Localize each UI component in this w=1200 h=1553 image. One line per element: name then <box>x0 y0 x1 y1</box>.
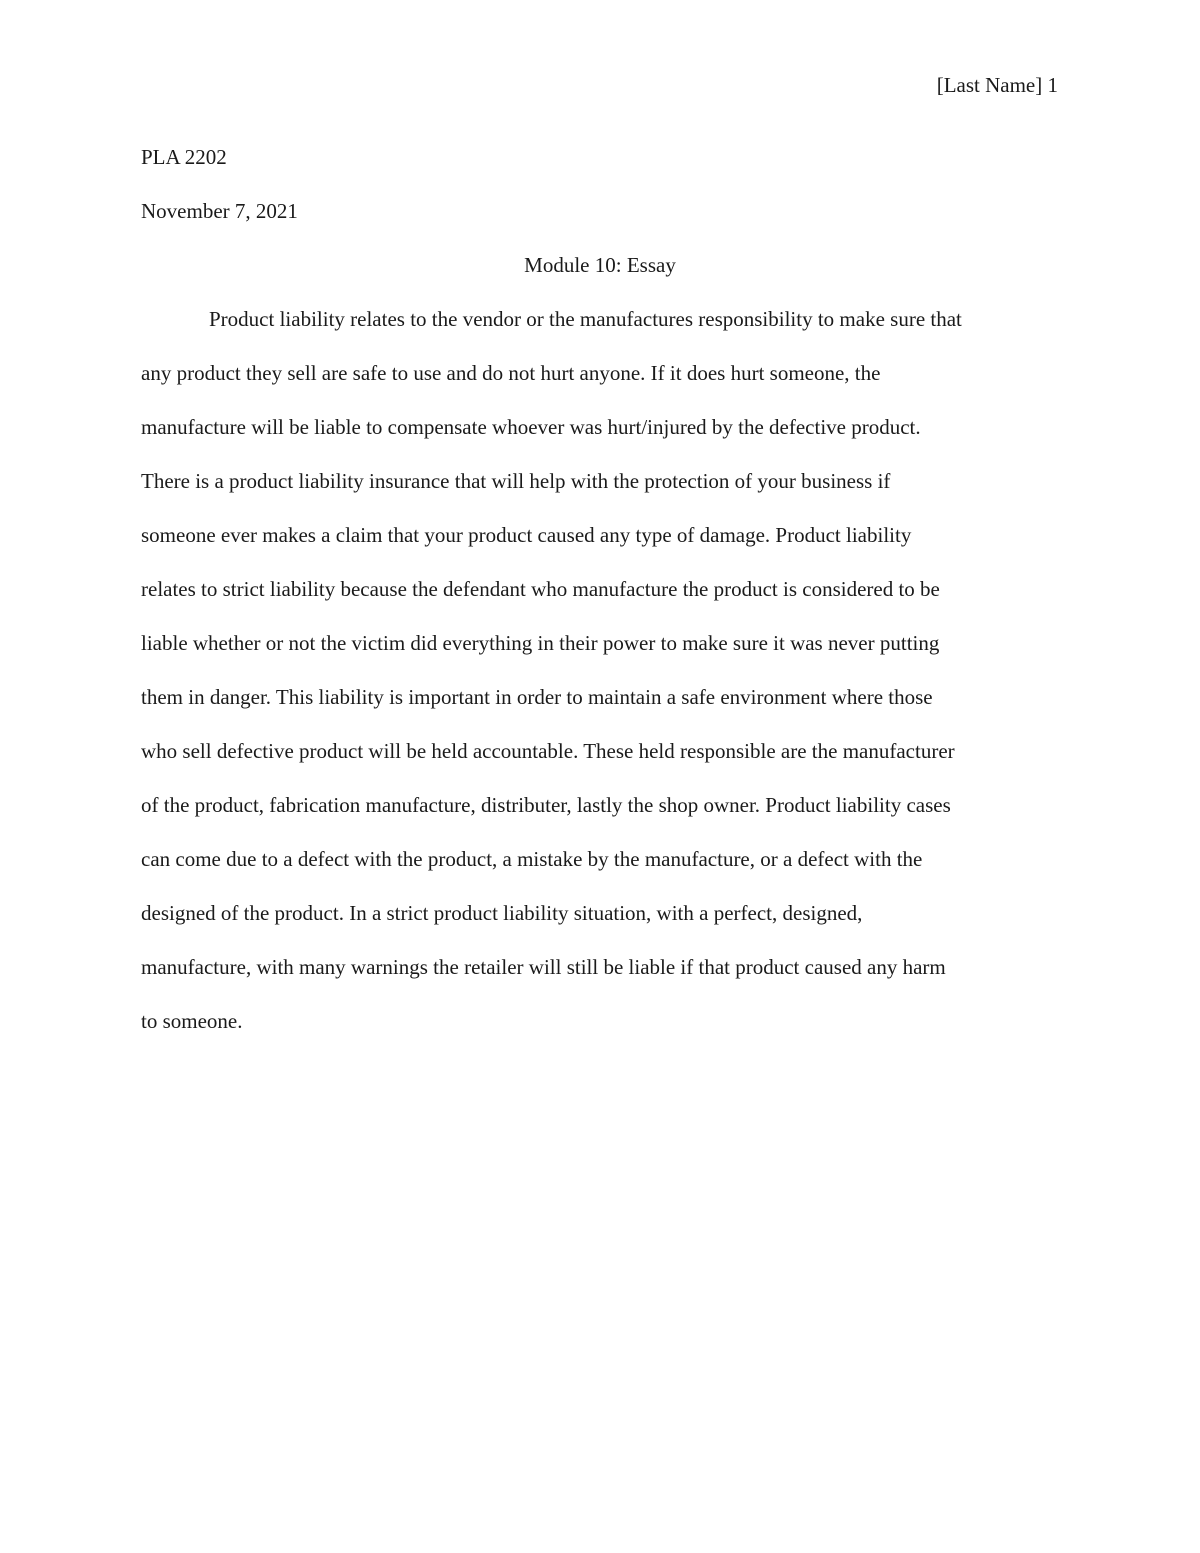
essay-line: liable whether or not the victim did everything in their power to make sure it was never putting <box>141 631 940 655</box>
essay-line: to someone. <box>141 1009 243 1033</box>
essay-line: designed of the product. In a strict product liability situation, with a perfect, designed, <box>141 901 863 925</box>
essay-line: who sell defective product will be held accountable. These held responsible are the manufacturer <box>141 739 955 763</box>
essay-date: November 7, 2021 <box>141 199 298 223</box>
essay-line: Product liability relates to the vendor or the manufactures responsibility to make sure that <box>209 307 962 331</box>
essay-line: relates to strict liability because the defendant who manufacture the product is considered to be <box>141 577 940 601</box>
course-code: PLA 2202 <box>141 145 227 169</box>
essay-title: Module 10: Essay <box>524 253 676 277</box>
essay-line: someone ever makes a claim that your product caused any type of damage. Product liability <box>141 523 912 547</box>
essay-line: manufacture, with many warnings the retailer will still be liable if that product caused any harm <box>141 955 946 979</box>
running-head: [Last Name] 1 <box>936 73 1058 97</box>
essay-body <box>141 306 1061 1062</box>
essay-line: of the product, fabrication manufacture, distributer, lastly the shop owner. Product liability cases <box>141 793 951 817</box>
essay-line: them in danger. This liability is important in order to maintain a safe environment where those <box>141 685 933 709</box>
essay-line: manufacture will be liable to compensate whoever was hurt/injured by the defective product. <box>141 415 921 439</box>
essay-line: There is a product liability insurance that will help with the protection of your business if <box>141 469 891 493</box>
essay-line: can come due to a defect with the product, a mistake by the manufacture, or a defect with the <box>141 847 923 871</box>
essay-line: any product they sell are safe to use and do not hurt anyone. If it does hurt someone, the <box>141 361 881 385</box>
